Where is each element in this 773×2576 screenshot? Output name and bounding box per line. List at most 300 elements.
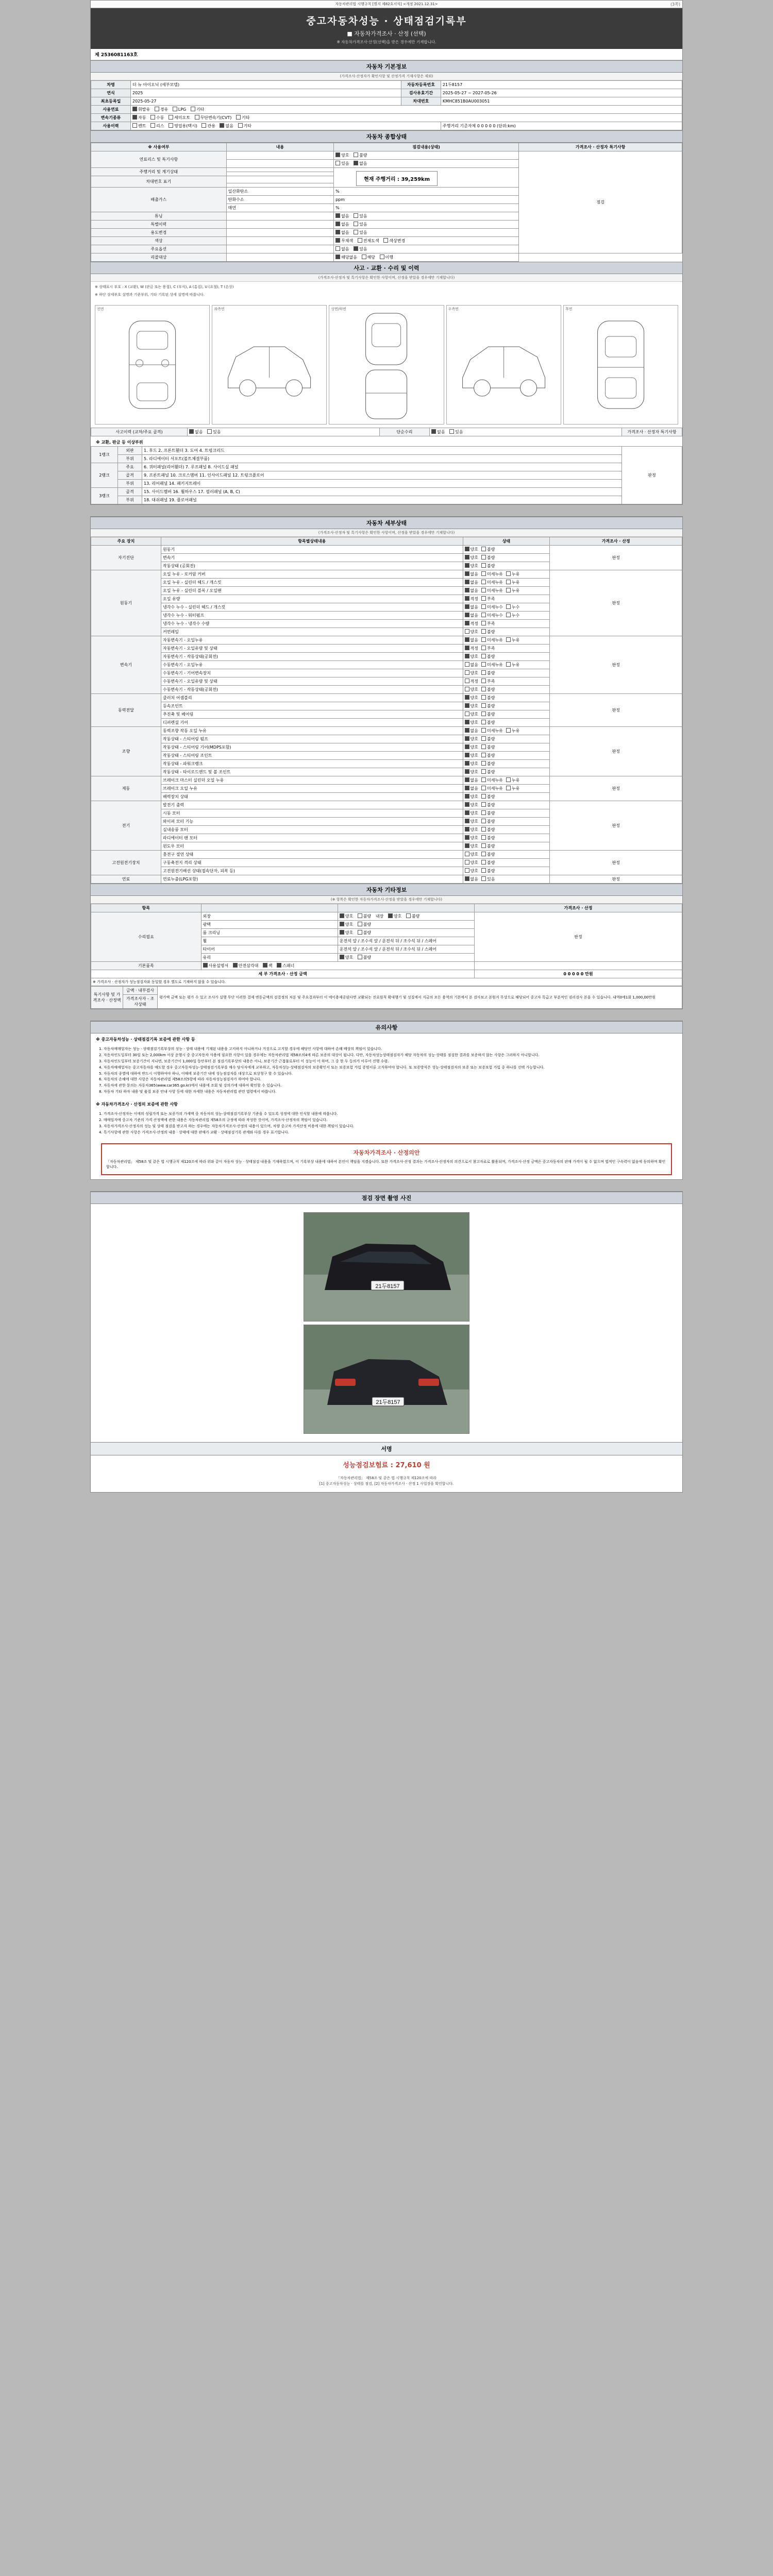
row-options [334,196,519,204]
state-option[interactable]: 불량 [481,695,495,701]
usage-option[interactable]: 영업용(택시) [169,123,197,129]
state-option[interactable]: 있음 [354,222,367,227]
state-option[interactable]: 양호 [465,687,478,692]
state-option[interactable]: 불량 [481,703,495,709]
group-label: 연료 [91,875,161,884]
state-option[interactable]: 불량 [481,860,495,866]
state-option[interactable]: 불량 [481,687,495,692]
detail-item: 디퍼렌셜 기어 [161,719,463,727]
value-first-reg: 2025-05-27 [131,97,401,106]
notice-item: 4. 자동차매매업자는 중고자동차를 매도할 경우 중고자동차성능·상태점검기록부를 매수 당사자에게 교부하고, 자동차성능·상태점검자의 보증확인서 또는 보증보험 가입 증빙서류 고지하여야 합니다. 또 보증방식은 성능·상태점검자의 보증 또는 보증보험 가입 중 하나를 선택 가능합니다. [99,1065,545,1070]
group-label: 동력전달 [91,694,161,727]
state-option[interactable]: 누유 [506,777,519,783]
state-option[interactable]: 양호 [465,744,478,750]
section-accident-sub: (가격조사·산정자 및 특기사항은 확인한 사항이며, 산정을 받았을 경우에만 기재합니다) [91,274,682,282]
state-option[interactable]: 누수 [506,604,519,610]
state-option[interactable]: 양호 [340,955,353,960]
state-option[interactable]: 불량 [481,736,495,742]
section-detail-sub: (가격조사·산정자 및 특기사항은 확인한 사항이며, 산정을 받았을 경우에만 기재합니다) [91,529,682,537]
state-option[interactable]: 양호 [465,629,478,635]
row-sub: 일산화탄소 [226,188,333,196]
mileage-cell [334,168,519,188]
state-option[interactable]: 양호 [465,711,478,717]
usage-option[interactable]: 렌트 [132,123,146,129]
table-row [91,89,682,97]
parts-table [91,446,682,504]
col-appraise: 가격조사 · 산정 [550,537,682,546]
state-option[interactable]: 없음 [465,728,478,734]
detail-item: 자동변속기 - 작동상태(공회전) [161,653,463,661]
detail-options [463,579,550,587]
row-options [334,253,519,262]
label-simple-repair: 단순수리 [380,428,430,436]
label-reg-no: 자동차등록번호 [401,81,441,89]
state-option[interactable]: 양호 [465,860,478,866]
state-option[interactable]: 불량 [481,711,495,717]
group-note: 판정 [550,570,682,636]
parts-title: ※ 교환, 판금 등 이상부위 [96,440,143,445]
state-option[interactable]: 양호 [465,761,478,767]
state-option[interactable]: 있음 [335,161,349,166]
signature-section-title: 서명 [91,1442,682,1455]
table-row [91,851,682,859]
state-option[interactable]: 양호 [465,802,478,808]
state-option[interactable]: 양호 [465,547,478,552]
section-overall-title: 자동차 종합상태 [91,130,682,143]
state-option[interactable]: 적정 [465,646,478,651]
document-number [91,49,682,60]
state-option[interactable]: 양호 [465,852,478,857]
col-etc-blank1 [201,904,338,912]
detail-item: 추진축 및 베어링 [161,710,463,719]
row-label-vin-mark: 차대번호 표기 [91,176,227,188]
col-usage: ※ 사용여부 [91,143,227,151]
usage-option[interactable]: 리스 [150,123,164,129]
plate-text-rear: 21두8157 [376,1399,400,1405]
detail-options [463,768,550,776]
row-label-color: 색상 [91,237,227,245]
appraiser-note: 점검 [519,151,682,253]
table-row [91,801,682,809]
state-option[interactable]: 불량 [481,670,495,676]
value-transmission-options [131,114,682,122]
label-fuel: 사용연료 [91,106,131,114]
etc-side-label: 수리필요 [91,912,201,962]
trans-option[interactable]: 수동 [150,115,164,121]
table-row [91,97,682,106]
detail-item: 작동상태 (공회전) [161,562,463,570]
detail-options [463,620,550,628]
detail-state-table [91,537,682,884]
state-option[interactable]: 불량 [481,835,495,841]
declaration-title: 자동차가격조사 · 산정의안 [353,1149,420,1156]
state-option[interactable]: 없음 [335,246,349,252]
state-option[interactable]: 없음 [465,777,478,783]
detail-options [463,694,550,702]
state-option[interactable]: 불량 [406,913,419,919]
parts-items: 6. 쿼터패널(리어휀더) 7. 루프패널 8. 사이드실 패널 [142,463,622,471]
col-status: 상태 [463,537,550,546]
state-option[interactable]: 이행 [380,255,393,260]
group-note: 판정 [550,801,682,851]
table-row [91,488,682,496]
detail-options [463,801,550,809]
fuel-option[interactable]: 경유 [155,107,168,112]
state-option[interactable]: 무채색 [335,238,353,244]
base-item-option[interactable]: 안전삼각대 [233,963,259,969]
section-notice-title: 유의사항 [91,1021,682,1033]
price-summary-row1-label: 금액 · 내부검사 [123,987,158,995]
state-option[interactable]: 양호 [465,868,478,874]
state-option[interactable]: 미세누유 [481,786,503,791]
state-option[interactable]: 불량 [481,629,495,635]
state-option[interactable]: 불량 [358,922,371,927]
state-option[interactable]: 불량 [481,827,495,833]
detail-options [463,612,550,620]
notice-item: 8. 자동차 기타 하자 내용 및 품질 보증 안내 사항 등에 대한 자세한 내용은 자동차관리법 관련 법령에서 따릅니다. [99,1090,277,1094]
detail-options [463,603,550,612]
state-option[interactable]: 없음 [335,213,349,219]
detail-options [463,776,550,785]
row-options [334,237,519,245]
state-option[interactable]: 없음 [465,637,478,643]
state-option[interactable]: 불량 [481,843,495,849]
group-note: 판정 [550,776,682,801]
state-option[interactable]: 양호 [465,670,478,676]
detail-item: 수동변속기 - 오일유량 및 상태 [161,677,463,686]
state-option[interactable]: 양호 [465,835,478,841]
state-option[interactable]: 양호 [465,819,478,824]
state-option[interactable]: 불량 [481,720,495,725]
state-option[interactable]: 누유 [506,580,519,585]
grade-3-label: 3랭크 [91,488,118,504]
detail-item: 배력장치 상태 [161,793,463,801]
state-option[interactable]: 해당없음 [335,255,357,260]
state-option[interactable]: 불량 [481,802,495,808]
price-summary-table [91,986,682,1009]
state-option[interactable]: 양호 [465,695,478,701]
group-note: 판정 [550,636,682,694]
state-option[interactable]: 있음 [354,213,367,219]
inspection-fee: 성능점검보험료 : 27,610 원 [343,1461,430,1469]
detail-options [463,710,550,719]
state-option[interactable]: 불량 [358,955,371,960]
table-row [91,875,682,884]
state-option[interactable]: 양호 [335,152,349,158]
photo-gallery [91,1204,682,1442]
state-option[interactable]: 불량 [481,547,495,552]
label-accident-history: 사고이력 (교차/주요 골격) [91,428,188,436]
fuel-option[interactable]: 기타 [191,107,204,112]
state-option[interactable]: 없음 [189,429,203,435]
state-option[interactable]: 있음 [354,246,367,252]
notice-item: 3. 자동차가격조사·산정자의 성능 및 상태 점검을 받고자 하는 경우에는 자동차가격조사·산정의 내용이 있으며, 차량 중고차 가격산정 비용에 대한 책임이 있습니다. [99,1124,355,1128]
state-option[interactable]: 없음 [431,429,445,435]
state-option[interactable]: 있음 [207,429,221,435]
state-option[interactable]: 없음 [335,222,349,227]
state-option[interactable]: 불량 [481,563,495,569]
state-option[interactable]: 양호 [465,555,478,561]
car-diagram-area [91,302,682,428]
table-header-row [91,537,682,546]
accident-result-table [91,428,682,436]
detail-item: 와이퍼 모터 기능 [161,818,463,826]
state-option[interactable]: 양호 [465,563,478,569]
table-row [91,776,682,785]
state-option[interactable]: 누유 [506,662,519,668]
parts-col-label: 외판 [118,447,142,455]
state-option[interactable]: 양호 [465,843,478,849]
document-title-bar [91,8,682,49]
state-option[interactable]: 불량 [481,810,495,816]
state-option[interactable]: 부족 [481,646,495,651]
fuel-option[interactable]: 휘발유 [132,107,150,112]
state-option[interactable]: 양호 [465,769,478,775]
table-row [91,447,682,455]
detail-item: 구동축전지 격리 상태 [161,859,463,867]
detail-options [463,587,550,595]
table-row [91,694,682,702]
state-option[interactable]: 없음 [335,230,349,235]
state-option[interactable]: 전체도색 [358,238,379,244]
col-state: 점검내용(상태) [334,143,519,151]
detail-item: 시동 모터 [161,809,463,818]
state-option[interactable]: 있음 [449,429,463,435]
usage-option[interactable]: 관용 [201,123,215,129]
state-option[interactable]: 없음 [465,571,478,577]
etc-options [338,912,474,921]
state-option[interactable]: 양호 [465,720,478,725]
detail-item: 등속조인트 [161,702,463,710]
state-option[interactable]: 불량 [481,794,495,800]
state-option[interactable]: 양호 [465,794,478,800]
state-option[interactable]: 불량 [481,654,495,659]
row-label-emission: 배출가스 [91,188,227,212]
state-option[interactable]: 색상변경 [383,238,405,244]
state-option[interactable]: 불량 [481,761,495,767]
table-row [91,428,682,436]
label-inspect-period: 검사유효기간 [401,89,441,97]
state-option[interactable]: 부족 [481,679,495,684]
accident-legend-1: ※ 상태표시 부호 : X (교환), W (판금 또는 용접), C (부식), A (흠집), U (요철), T (손상) [95,285,234,289]
row-sub [226,172,333,176]
state-option[interactable]: 적정 [465,621,478,626]
state-option[interactable]: 미세누수 [481,604,503,610]
state-option[interactable]: 불량 [481,769,495,775]
state-option[interactable]: 누수 [506,613,519,618]
parts-items: 5. 라디에이터 서포트(볼트체결부품) [142,455,622,463]
state-option[interactable]: 미세누유 [481,777,503,783]
parts-col-label: 부위 [118,480,142,488]
group-label: 변속기 [91,636,161,694]
car-diagram-top [329,305,444,425]
state-option[interactable]: 미세누수 [481,613,503,618]
usage-option[interactable]: 없음 [220,123,233,129]
grade-1-label: 1랭크 [91,447,118,463]
state-option[interactable]: 양호 [388,913,401,919]
detail-item: 냉각수 누수 - 실린더 헤드 / 개스킷 [161,603,463,612]
row-options [334,245,519,253]
simple-repair-options [430,428,622,436]
notice-item: 2. 매매업자에 중고차 기준의 가격 산정액에 관한 내용은 자동차관리법 제58조의 규정에 따라 작성한 것이며, 가격조사·산정자의 책임이 있습니다. [99,1118,328,1123]
detail-options [463,826,550,834]
document-title: 중고자동차성능 · 상태점검기록부 [306,15,467,27]
parts-col-label: 부위 [118,496,142,504]
detail-options [463,743,550,752]
state-option[interactable]: 누유 [506,588,519,594]
state-option[interactable]: 불량 [358,930,371,936]
state-option[interactable]: 있음 [481,876,495,882]
state-option[interactable]: 양호 [340,922,353,927]
label-first-reg: 최초등록일 [91,97,131,106]
detail-options [463,546,550,554]
detail-options [463,793,550,801]
table-row [91,496,682,504]
fuel-option[interactable]: LPG [173,107,186,112]
detail-item: 윈도우 모터 [161,842,463,851]
accident-legend [91,282,682,302]
state-option[interactable]: 누유 [506,786,519,791]
parts-items: 1. 후드 2. 프론트휀더 3. 도어 4. 트렁크리드 [142,447,622,455]
parts-items: 15. 사이드멤버 16. 휠하우스 17. 필러패널 (A, B, C) [142,488,622,496]
value-fuel-options [131,106,682,114]
price-inspect-note: ※ 가격조사 · 산정자가 성능점검자와 동일할 경우 별도로 기재하지 않을 수 있습니다. [91,978,682,986]
detail-item: 작동상태 - 스티어링 기어(MDPS포함) [161,743,463,752]
notice-item: 5. 자동차의 종별에 대하여 반드시 이행하여야 하나, 이때에 보증기간 내에 성능점검자를 대상으로 보상청구 할 수 있습니다. [99,1071,293,1076]
detail-item: 커먼레일 [161,628,463,636]
detail-item: 작동상태 - 파워크랭크 [161,760,463,768]
state-option[interactable]: 양호 [465,810,478,816]
state-option[interactable]: 양호 [465,827,478,833]
trans-option[interactable]: 세미오토 [169,115,190,121]
car-diagram-caption: 좌측면 [214,307,225,311]
notice-list-2 [91,1108,682,1139]
detail-item: 오일 유량 [161,595,463,603]
value-inspect-period: 2025-05-27 ~ 2027-05-26 [441,89,682,97]
row-label-special: 특별이력 [91,221,227,229]
usage-option[interactable]: 기타 [238,123,251,129]
value-car-name: 더 뉴 아이오닉 (세부모델) [131,81,401,89]
table-row [91,151,682,160]
base-item-option[interactable]: 사용설명서 [203,963,229,969]
state-option[interactable]: 적정 [465,596,478,602]
base-item-option[interactable]: 잭 [263,963,273,969]
sheet-3-notice [90,1021,683,1180]
car-diagram-front [95,305,210,425]
state-option[interactable]: 불량 [481,744,495,750]
etc-item: 룸 크리닝 [201,929,338,937]
state-option[interactable]: 양호 [465,654,478,659]
state-option[interactable]: 불량 [481,753,495,758]
etc-item: 유리 [201,954,338,962]
detail-options [463,645,550,653]
trans-option[interactable]: 자동 [132,115,146,121]
detail-options [463,818,550,826]
state-option[interactable]: 없음 [465,604,478,610]
etc-options [338,921,474,929]
value-vin: KMHC851B0AU003051 [441,97,682,106]
state-option[interactable]: 없음 [465,613,478,618]
state-option[interactable]: 미세누유 [481,662,503,668]
state-option[interactable]: 불량 [481,868,495,874]
state-option[interactable]: 없음 [465,662,478,668]
state-option[interactable]: 미세누유 [481,637,503,643]
state-option[interactable]: 적정 [465,679,478,684]
detail-item: 브레이크 오일 누유 [161,785,463,793]
row-sub [226,160,333,168]
state-option[interactable]: 양호 [340,913,353,919]
state-option[interactable]: 미세누유 [481,728,503,734]
state-option[interactable]: 불량 [358,913,371,919]
detail-options [463,677,550,686]
parts-col-label: 부위 [118,455,142,463]
row-sub: 탄화수소 [226,196,333,204]
state-option[interactable]: 양호 [340,930,353,936]
state-option[interactable]: 불량 [481,819,495,824]
row-options [334,212,519,221]
table-header-row [91,904,682,912]
detail-options [463,686,550,694]
state-option[interactable]: 부족 [481,621,495,626]
car-diagram-caption: 후면 [565,307,573,311]
row-options [334,188,519,196]
state-option[interactable]: 해당 [362,255,375,260]
row-sub [226,245,333,253]
state-option[interactable]: 미세누유 [481,571,503,577]
etc-options-wheel [338,937,474,945]
group-note: 판정 [550,546,682,570]
footer-line-2: [1] 중고자동차성능 · 상태를 점검, [2] 자동차가격조사 · 산정 1 사업장을 확인합니다. [319,1481,454,1486]
state-option[interactable]: 불량 [354,152,367,158]
parts-col-label: 주요 [118,463,142,471]
emission-unit: % [335,189,340,194]
state-option[interactable]: 없음 [465,786,478,791]
detail-options [463,653,550,661]
section-basic-title: 자동차 기본정보 [91,60,682,73]
state-option[interactable]: 없음 [465,580,478,585]
state-option[interactable]: 양호 [465,753,478,758]
etc-table [91,904,682,986]
state-option[interactable]: 누유 [506,571,519,577]
table-row [91,570,682,579]
state-option[interactable]: 불량 [481,555,495,561]
trans-option[interactable]: 기타 [236,115,249,121]
table-row [91,970,682,978]
state-option[interactable]: 미세누유 [481,580,503,585]
state-option[interactable]: 누유 [506,637,519,643]
detail-item: 실내송풍 모터 [161,826,463,834]
rear-view-svg [564,306,678,424]
state-option[interactable]: 부족 [481,596,495,602]
state-option[interactable]: 없음 [354,161,367,166]
state-option[interactable]: 양호 [465,703,478,709]
row-label-fuel-leak: 연료리스 및 특기사항 [91,151,227,168]
state-option[interactable]: 없음 [465,876,478,882]
detail-options [463,867,550,875]
state-option[interactable]: 미세누유 [481,588,503,594]
state-option[interactable]: 누유 [506,728,519,734]
group-label: 고전원전기장치 [91,851,161,875]
col-appraiser: 가격조사 · 산정자 특기사항 [519,143,682,151]
state-option[interactable]: 없음 [465,588,478,594]
car-diagram-row [95,305,678,425]
state-option[interactable]: 불량 [481,852,495,857]
trans-option[interactable]: 무단변속기(CVT) [195,115,232,121]
state-option[interactable]: 있음 [354,230,367,235]
group-note: 판정 [550,694,682,727]
base-item-option[interactable]: 스패너 [277,963,294,969]
state-option[interactable]: 양호 [465,736,478,742]
